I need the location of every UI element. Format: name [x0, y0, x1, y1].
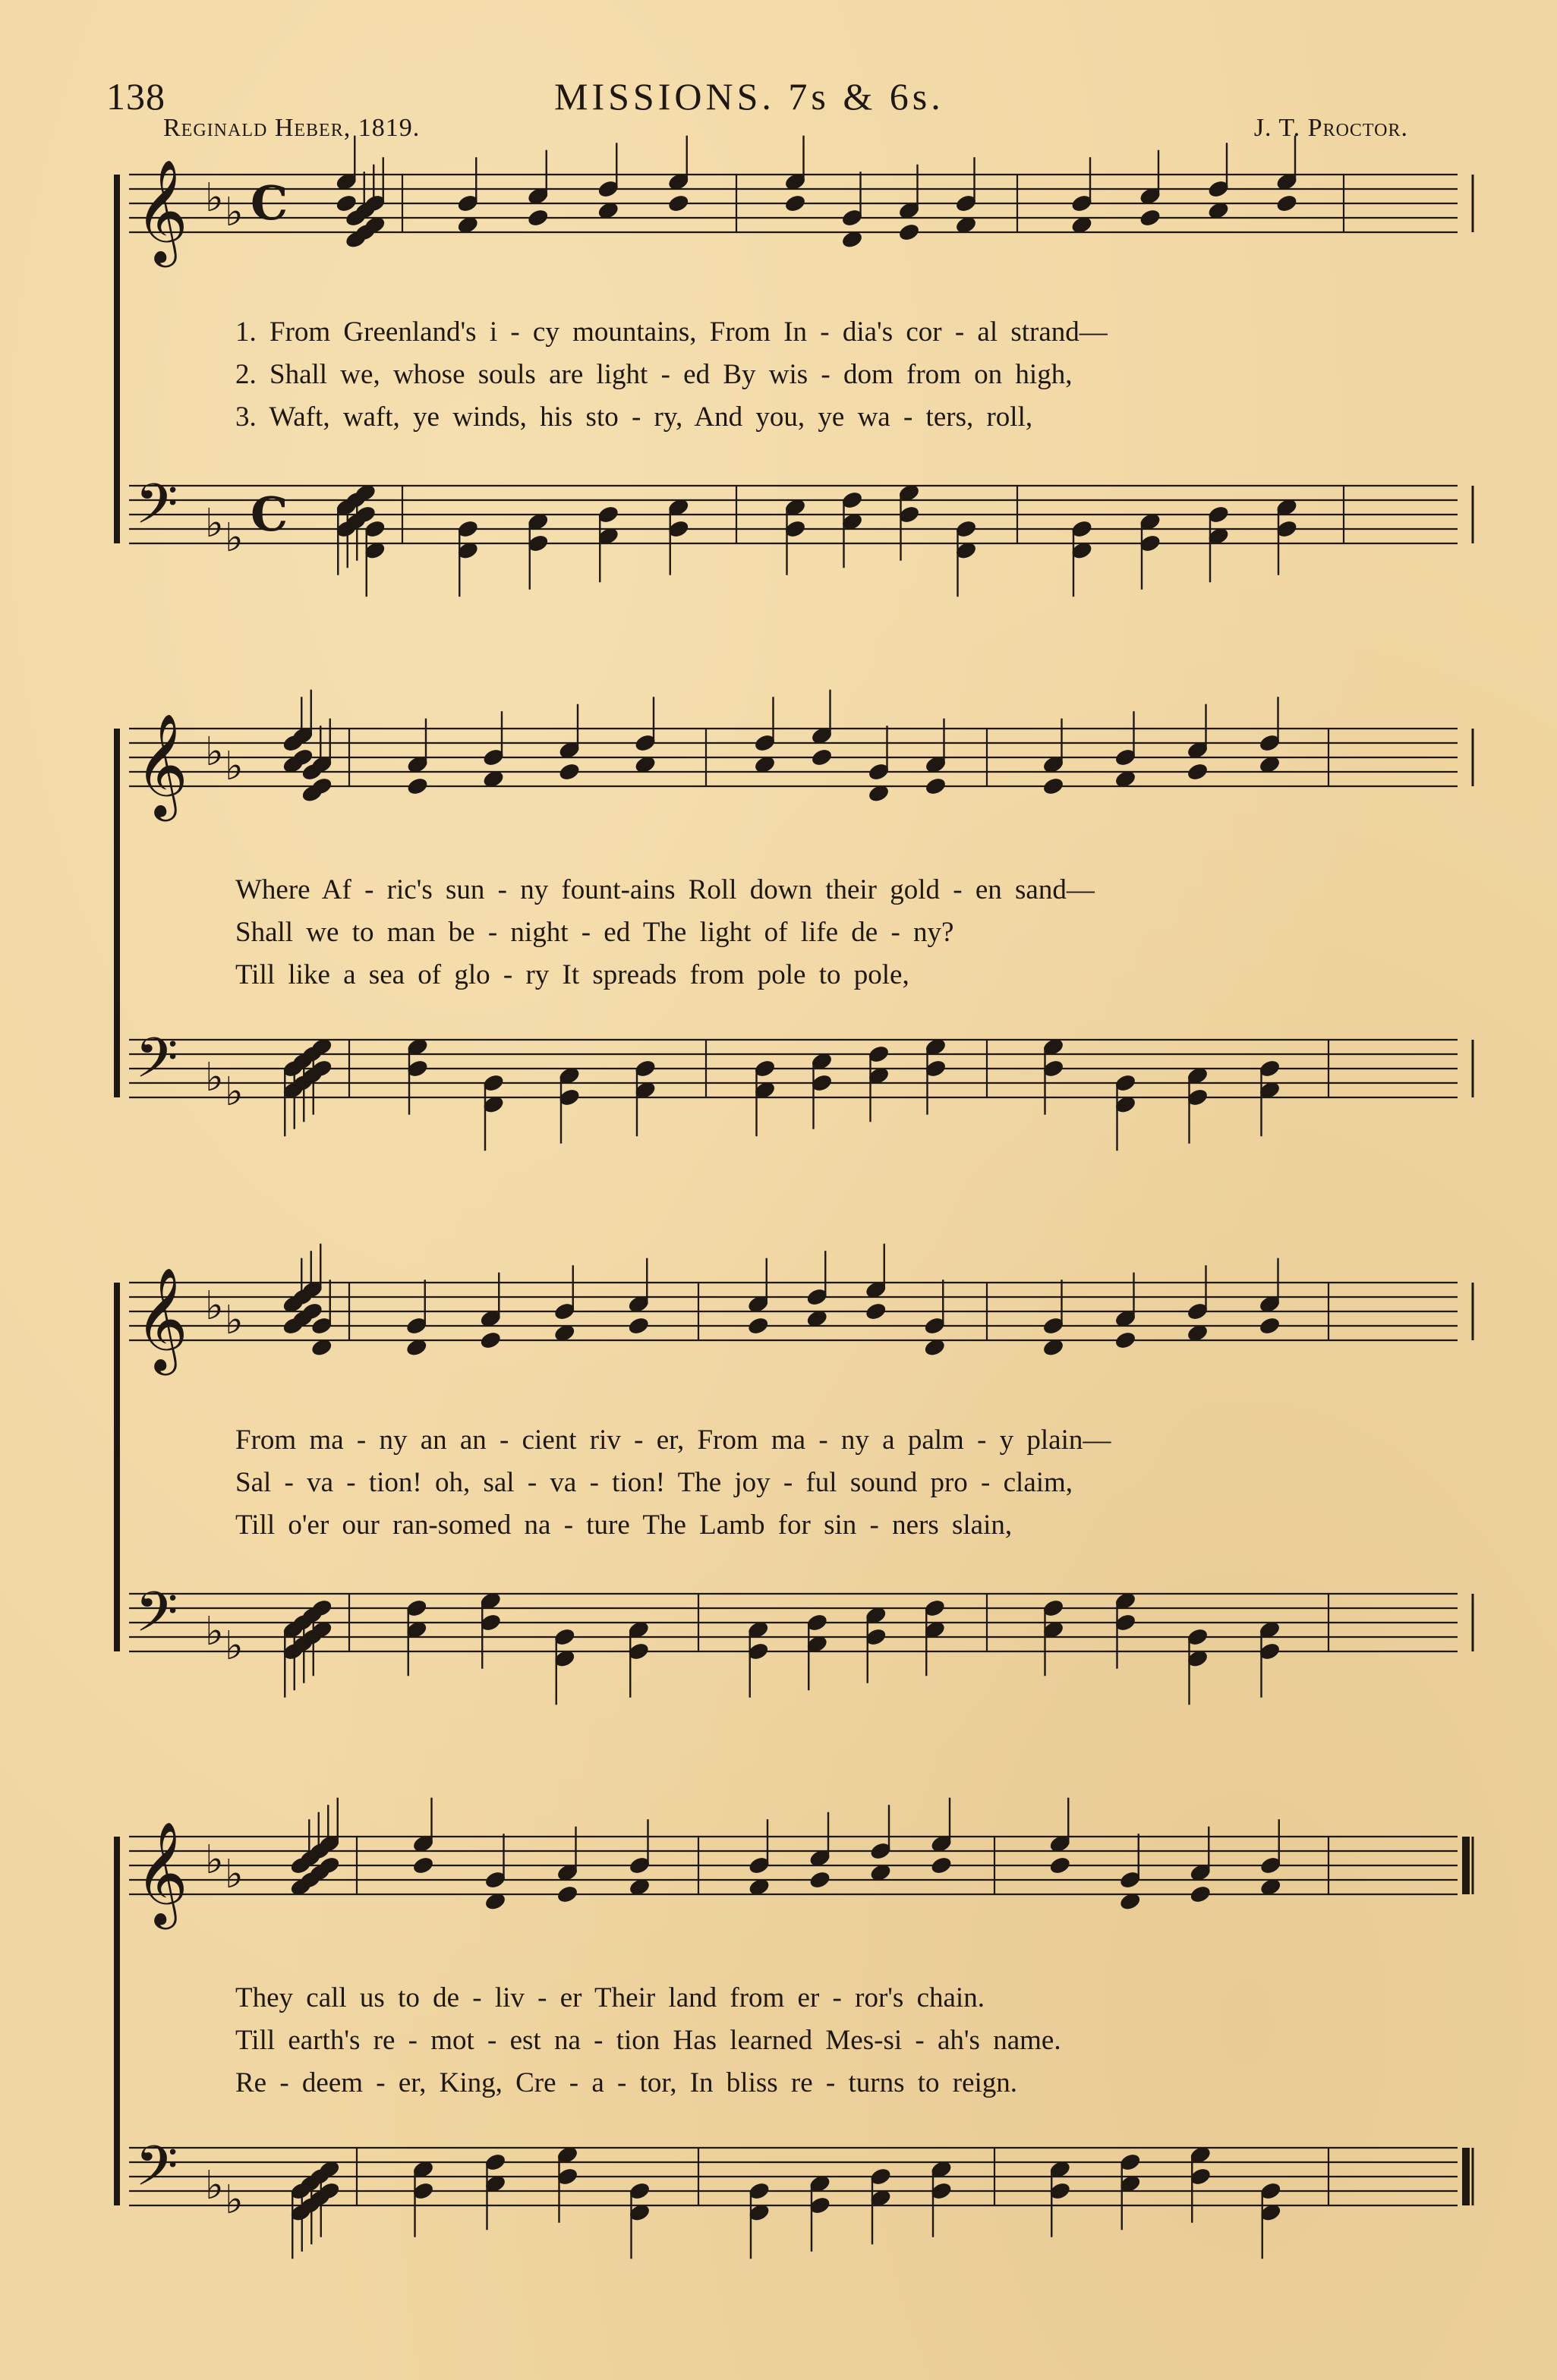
- lyric-verse-1: From ma - ny an an - cient riv - er, From ma - ny a palm - y plain—: [235, 1425, 1111, 1456]
- lyric-verse-3: 3. Waft, waft, ye winds, his sto - ry, And you, ye wa - ters, roll,: [235, 401, 1033, 433]
- bass-clef-icon: 𝄢: [135, 1579, 178, 1658]
- flat-sign-icon: ♭: [225, 2177, 244, 2223]
- treble-clef-icon: 𝄞: [135, 712, 188, 817]
- note-head-icon: [897, 222, 921, 242]
- flat-sign-icon: ♭: [225, 1069, 244, 1115]
- final-barline: [1462, 2148, 1470, 2205]
- common-time-icon: C: [251, 486, 288, 542]
- lyric-verse-3: Re - deem - er, King, Cre - a - tor, In bliss re - turns to reign.: [235, 2067, 1018, 2098]
- hymn-title: MISSIONS. 7s & 6s.: [554, 75, 944, 118]
- page-number: 138: [106, 75, 165, 118]
- note-head-icon: [1186, 761, 1209, 782]
- treble-clef-icon: 𝄞: [135, 1266, 188, 1371]
- lyric-verse-1: 1. From Greenland's i - cy mountains, From In - dia's cor - al strand—: [235, 316, 1108, 348]
- bass-clef-icon: 𝄢: [135, 471, 178, 549]
- final-barline: [1462, 1837, 1470, 1894]
- note-head-icon: [405, 776, 429, 796]
- flat-sign-icon: ♭: [225, 744, 244, 789]
- note-head-icon: [1138, 207, 1161, 228]
- lyrics-block: [235, 311, 1480, 439]
- common-time-icon: C: [251, 175, 288, 231]
- lyrics-block: [235, 869, 1480, 996]
- flat-sign-icon: ♭: [205, 729, 224, 775]
- note-head-icon: [746, 1315, 770, 1336]
- lyric-verse-1: Where Af - ric's sun - ny fount-ains Roll down their gold - en sand—: [235, 874, 1095, 905]
- credits-line: [163, 114, 1408, 152]
- note-head-icon: [1048, 1855, 1072, 1875]
- treble-clef-icon: 𝄞: [135, 158, 188, 263]
- note-head-icon: [1042, 776, 1065, 796]
- flat-sign-icon: ♭: [225, 1623, 244, 1669]
- note-head-icon: [924, 776, 947, 796]
- lyric-verse-2: Sal - va - tion! oh, sal - va - tion! The joy - ful sound pro - claim,: [235, 1467, 1073, 1498]
- music-system-3: [114, 1260, 1473, 1700]
- note-head-icon: [1189, 1884, 1212, 1904]
- lyric-verse-2: Shall we to man be - night - ed The light of life de - ny?: [235, 917, 954, 948]
- lyric-verse-3: Till like a sea of glo - ry It spreads from pole to pole,: [235, 959, 909, 990]
- bass-clef-icon: 𝄢: [135, 2133, 178, 2212]
- page-header: [106, 74, 1442, 120]
- flat-sign-icon: ♭: [205, 2163, 224, 2208]
- note-head-icon: [667, 193, 690, 213]
- system-bracket: [114, 175, 120, 543]
- flat-sign-icon: ♭: [205, 1283, 224, 1329]
- note-head-icon: [556, 1884, 579, 1904]
- note-head-icon: [479, 1330, 503, 1350]
- lyric-verse-1: They call us to de - liv - er Their land from er - ror's chain.: [235, 1982, 985, 2013]
- music-system-1: [114, 158, 1473, 607]
- note-head-icon: [1275, 193, 1298, 213]
- lyric-verse-3: Till o'er our ran-somed na - ture The Lamb for sin - ners slain,: [235, 1510, 1013, 1541]
- lyric-verse-2: 2. Shall we, whose souls are light - ed By wis - dom from on high,: [235, 359, 1073, 390]
- flat-sign-icon: ♭: [205, 1609, 224, 1654]
- lyrics-block: [235, 1977, 1480, 2105]
- flat-sign-icon: ♭: [205, 501, 224, 546]
- note-head-icon: [411, 1855, 435, 1875]
- flat-sign-icon: ♭: [225, 515, 244, 561]
- lyrics-block: [235, 1419, 1480, 1547]
- note-head-icon: [1258, 1315, 1281, 1336]
- music-system-2: [114, 706, 1473, 1146]
- bass-clef-icon: 𝄢: [135, 1025, 178, 1103]
- treble-clef-icon: 𝄞: [135, 1820, 188, 1925]
- hymn-author: Reginald Heber, 1819.: [163, 114, 421, 142]
- note-head-icon: [627, 1315, 651, 1336]
- music-system-4: [114, 1814, 1473, 2254]
- system-bracket: [114, 1837, 120, 2205]
- flat-sign-icon: ♭: [205, 175, 224, 221]
- note-head-icon: [1114, 1330, 1137, 1350]
- note-head-icon: [864, 1301, 887, 1321]
- note-head-icon: [810, 747, 834, 767]
- system-bracket: [114, 1283, 120, 1651]
- flat-sign-icon: ♭: [225, 190, 244, 235]
- lyric-verse-2: Till earth's re - mot - est na - tion Has learned Mes-si - ah's name.: [235, 2025, 1061, 2056]
- note-head-icon: [335, 193, 358, 213]
- flat-sign-icon: ♭: [205, 1055, 224, 1100]
- system-bracket: [114, 729, 120, 1097]
- note-head-icon: [557, 761, 581, 782]
- note-head-icon: [526, 207, 550, 228]
- note-head-icon: [783, 193, 807, 213]
- flat-sign-icon: ♭: [205, 1837, 224, 1883]
- flat-sign-icon: ♭: [225, 1852, 244, 1897]
- note-head-icon: [929, 1855, 953, 1875]
- note-head-icon: [808, 1869, 831, 1890]
- flat-sign-icon: ♭: [225, 1298, 244, 1343]
- hymn-composer: J. T. Proctor.: [1253, 114, 1408, 142]
